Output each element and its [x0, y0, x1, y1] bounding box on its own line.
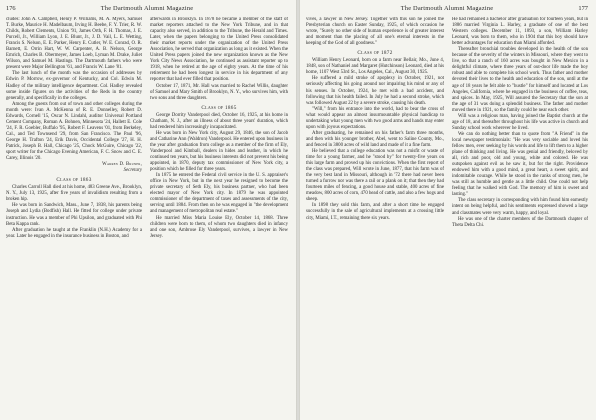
page-number: 176 [6, 5, 16, 12]
running-title: The Dartmouth Alumni Magazine [400, 5, 494, 12]
left-column-2 [150, 17, 288, 417]
paragraph: In 1875 he entered the Federal civil service in the U. S. appraiser's office in New York, but in the next year he resigned to become the private secretary of Seth Ely, his business partner, who had been elected mayor of New York city. In 1879 he was appointed commissioner of the department of taxes and assessments of the city, serving until 1884. From then on he was engaged in "the development and management of metropolitan real estate." [150, 173, 288, 215]
paragraph: He was one of the charter members of the Dartmouth chapter of Theta Delta Chi. [452, 216, 588, 228]
signature-role: Secretary [123, 168, 142, 174]
paragraph: In 1898 they sold this farm, and after a short time he engaged successfully in the sale of agricultural implements at a crossing little city, Miami, I.T., remaining there six years. [306, 203, 444, 221]
paragraph: The last lunch of the month was the occasion of addresses by Edwin P. Morrow, ex-governor of Kentucky, and Col. Edwin M. Hadley of the military intelligence department. Col. Hadley revealed some inside figures on the activities of the Reds in the country generally, and specifically in the colleges. [6, 71, 142, 101]
right-column-2 [452, 17, 588, 417]
paragraph: He believed that a college education was not a misfit or waste of time for a young farmer, and he "stood by" for twenty-five years on this large farm and proved up his convictions. When the first report of the class was prepared, Will wrote in June, 1877, that his farm was of the very best land in Missouri, although in '72 there had never been turned a furrow nor was there a rail or a plank on it; that then they had fourteen miles of fencing, a good house and stable, 400 acres of fine meadow, 800 acres of corn, 470 head of cattle, and also a few hogs and sheep. [306, 148, 444, 203]
paragraph: He had remained a bachelor after graduation for fourteen years, but in 1886 married Virginia L. Harley, a graduate of one of the best Western colleges. December 11, 1893, a son, William Harley Leonard, was born to them, who in 1904 that this boy should have better advantages for education than Miami afforded. [452, 17, 588, 47]
paragraph: Thereafter bronchial troubles developed in the health of the son because of the severity of the winters in Missouri, where they went to live, so that a ranch of 160 acres was bought in New Mexico in a delightful climate, where three years of out-door life made the boy robust and able to complete his school work. Thus father and mother devoted their lives to the health and education of the son, until at the age of 18 years he felt able to "hustle" for himself and located at Los Angeles, California, where he engaged in the business of coffee, teas, and spices. In May, 1925, Will assured the Secretary that the son at the age of 31 was doing a splendid business. The father and mother moved there in 1921, so the family could be near each other. [452, 47, 588, 113]
right-page-header [306, 4, 588, 14]
paragraph: Among the guests from out of town and other colleges during the month were: Ivan A. McKenna of R. E. Donnelley, Robert D. Edwards, Cornell '15, Oscar N. Lindahl, auditor Universal Portland Cement Company, Roman A. Bohnen, Minnesota '24, Hallett E. Cole '24, F. R. Goebler, Buffalo '95, Robert F. Leavens '01, from Berkeley, Cal., and Ted Townsend '29, from San Francisco. The Paul '96, George H. Trafton '24, Erik Davis, Occidental College '27, H. H. Patrick, Joseph B. Hall, Chicago '25, Chock McGuire, Chicago '22, sport writer for the Chicago Evening American, F. C. Snow and C. E. Carey, Illinois '20. [6, 101, 142, 162]
left-column-1 [6, 17, 142, 417]
class-heading: Class of 1872 [357, 50, 393, 57]
paragraph: afterwards in Brooklyn. In 1878 he became a member of the staff of market reporters attached to the New York Tribune, and in that capacity also served, in addition to the Tribune, the Herald and Times. Later, when the papers belonging to the United Press consolidated their market reports under the organization of the United Press Association, he served that organization as long as it existed. When the United Press papers joined the new organization known as the New York City News Association, he continued as assistant reporter up to 1918, when he retired at the age of eighty years. At the time of his retirement he had been longest in service in his department of any reporter that had ever filled that position. [150, 17, 288, 83]
right-column-1 [306, 17, 444, 417]
paragraph: We can do nothing better than to quote from "A Friend" in the local newspaper testimonials: "He was very sociable and loved his fellow men, ever seeking by his words and life to lift them to a higher plane of thinking and living. He was genial and friendly, beloved by all, rich and poor, old and young, white and colored. He was outspoken against evil as he saw it, but for the right. Providence endowed him with a good mind, a great heart, a sweet spirit, and indomitable courage. While he stood in the ranks of strong men, he was still as humble and gentle as a little child. One could not help feeling that he walked with God. The memory of him is sweet and lasting." [452, 131, 588, 198]
paragraph: The class secretary in corresponding with him found him earnestly intent on being helpful, and his sentiments expressed showed a large and classmates were very warm, happy, and loyal. [452, 198, 588, 216]
left-page-header [6, 4, 288, 14]
paragraph: After graduating, he remained on his father's farm three months, and then with his younger brother, Abel, went to Saline County, Mo., and fenced in 3800 acres of wild land and made of it a fine farm. [306, 130, 444, 148]
signature-name: Warren D. Bruner, [102, 162, 142, 168]
paragraph: October 17, 1871, Mr. Hall was married to Rachel Willis, daughter of Samuel and Mary Smith of Brooklyn, N. Y., who survives him, with two sons and three daughters. [150, 83, 288, 101]
running-title: The Dartmouth Alumni Magazine [100, 5, 194, 12]
paragraph: He suffered a mild stroke of apoplexy in October, 1921, not seriously affecting his going around nor impairing his mind or any of his senses. In October, 1924, he met with a bad accident, and following that his health failed. In July he had a second stroke, which was followed August 22 by a severe stroke, causing his death. [306, 76, 444, 106]
paragraph: Will was a religious man, having joined the Baptist church at the age of 18, and thereafter throughout his life was active in church and Sunday school work wherever he lived. [452, 113, 588, 131]
paragraph: vives, a lawyer in New Jersey. Together with this son he joined the Presbyterian church on Easter Sunday, 1925, of which occasion he wrote, "Surely no other side of human experience is of greater interest and moment than the placing of all one's eternal interests in the keeping of the God of all goodness." [306, 17, 444, 47]
signature [6, 162, 142, 174]
paragraph: He was born in Sandwich, Mass., June 7, 1838, his parents being Joseph and Lydia (Bodfish) Hall. He fitted for college under private instruction. He was a member of Phi Upsilon, and graduated with Phi Beta Kappa rank. [6, 203, 142, 227]
paragraph: He married Miss Maria Louise Ely, October 14, 1868. Three children were born to them, of whom two daughters died in infancy and one son, Ambrose Ely Vanderpool, survives, a lawyer in New Jersey. [150, 215, 288, 239]
page-number: 177 [578, 5, 588, 12]
paragraph: "Will," from his entrance into the world, had to bear the cross of what would appear an almost insurmountable physical handicap to undertaking what young men with two good arms and hands may enter upon with joyous expectations. [306, 106, 444, 130]
class-heading: Class of 1863 [56, 177, 92, 184]
paragraph: George Dorrity Vanderpool died, October 16, 1925, at his home in Chatham, N. J., after an illness of about three years' duration, which had rendered him increasingly incapacitated. [150, 112, 288, 130]
paragraph: William Henry Leonard, born on a farm near Bellair, Mo., June 4, 1848, son of Nathaniel and Margaret (Hutchinson) Leonard, died at his home, 1107 West 53rd St., Los Angeles, Cal., August 30, 1925. [306, 58, 444, 76]
paragraph: cludes: John A. Campbell, Henry P. Williams, M. A. Myers, Samuel T. Burke, Maurice H. Madelbaum, Irving H. Beebe, F. Y. Trier, R. W. Childs, Robert Clements, Union '91, James Orth, F. H. Thomas, J. E. Purcell, Jr., William Lyon, J. E. Blunt, Jr., J. D. Vail, L. E. Wetting, Francis S. Nelson, E. E. Parker, Henry E. Cutler, W. E. Conrad, O. R. Barnett, E. Orrin Hart, W. W. Carpenter, A. B. Nelson, George Emrich, Charles B. Obermeyer, James Loeb, Lyman M. Drake, Juliet Wilson, and Samuel M. Hastings. The Dartmouth fathers who were present were Major Bellington '61, and Francis W. Lane '81. [6, 17, 142, 71]
left-page [0, 0, 296, 420]
paragraph: Charles Carroll Hall died at his home, 483 Greene Ave., Brooklyn, N. Y., July 13, 1925, after five years of invalidism resulting from a broken hip. [6, 185, 142, 203]
paragraph: After graduation he taught at the Franklin (N.H.) Academy for a year. Later he engaged in the insurance business in Boston, and [6, 227, 142, 239]
paragraph: He was born in New York city, August 29, 1846, the son of Jacob and Catharine Ann (Waldron) Vanderpool. He entered upon business in the year after graduation from college as a member of the firm of Ely, Vanderpool and Kimball, dealers in hides and leather, in which he continued ten years, but his business interests did not prevent his being appointed, in 1870, deputy tax commissioner of New York city, a position which he filled for three years. [150, 130, 288, 173]
right-page [300, 0, 596, 420]
class-heading: Class of 1865 [201, 104, 237, 111]
